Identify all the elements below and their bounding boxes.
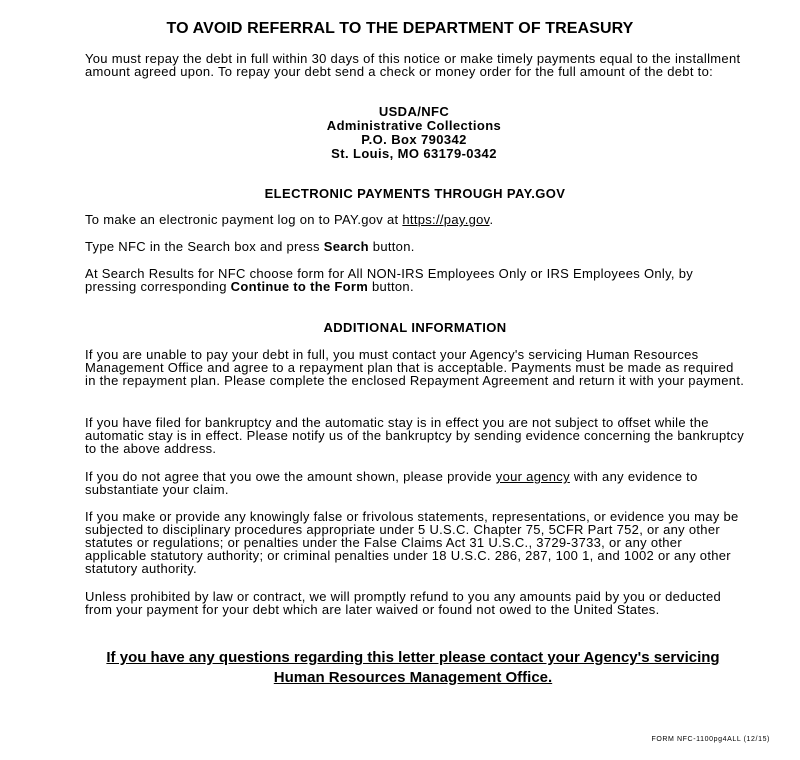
closing-line-1: If you have any questions regarding this letter please contact your Agency's servicing: [106, 649, 720, 666]
agency-link: your agency: [495, 469, 570, 484]
additional-info-heading: ADDITIONAL INFORMATION: [323, 320, 507, 335]
dispute-paragraph: [85, 470, 745, 496]
results-text-pre: At Search Results for NFC choose form for All NON-IRS Employees Only or IRS Employees Only, by pressing corresponding: [85, 266, 694, 294]
form-number-footer: FORM NFC-1100pg4ALL (12/15): [651, 736, 770, 743]
electronic-payments-heading: ELECTRONIC PAYMENTS THROUGH PAY.GOV: [264, 186, 566, 201]
bankruptcy-paragraph: If you have filed for bankruptcy and the automatic stay is in effect you are not subject to offset while the automatic stay is in effect. Please notify us of the bankruptcy by sending evidence concerning the bankruptcy to the above address.: [85, 415, 744, 456]
continue-button-ref: Continue to the Form: [230, 279, 369, 294]
closing-line-2: Human Resources Management Office.: [273, 669, 553, 686]
paygov-link[interactable]: https://pay.gov: [402, 212, 490, 227]
dispute-text-pre: If you do not agree that you owe the amount shown, please provide: [85, 469, 496, 484]
address-line-1: USDA/NFC: [378, 104, 450, 119]
address-line-2: Administrative Collections: [326, 118, 502, 133]
page-title: TO AVOID REFERRAL TO THE DEPARTMENT OF TREASURY: [166, 20, 634, 37]
penalties-paragraph: If you make or provide any knowingly false or frivolous statements, representations, or evidence you may be subjected to disciplinary procedures appropriate under 5 U.S.C. Chapter 75, 5CFR Part 752, or any other statutes or regulations; or penalties under the False Claims Act 31 U.S.C., 3729-3733, or any other applicable statutory authority; or criminal penalties under 18 U.S.C. 286, 287, 100 1, and 1002 or any other statutory authority.: [85, 509, 739, 576]
address-line-4: St. Louis, MO 63179-0342: [331, 146, 497, 161]
search-paragraph: [85, 240, 745, 253]
closing-statement: [0, 648, 800, 688]
paygov-paragraph: [85, 213, 745, 226]
results-text-post: button.: [368, 279, 414, 294]
dispute-text-post: with any evidence to substantiate your claim.: [85, 469, 698, 497]
search-text-post: button.: [368, 239, 415, 254]
paygov-end: .: [489, 212, 494, 227]
refund-paragraph: Unless prohibited by law or contract, we will promptly refund to you any amounts paid by you or deducted from your payment for your debt which are later waived or found not owed to the United States.: [85, 589, 722, 617]
search-text-pre: Type NFC in the Search box and press: [85, 239, 324, 254]
search-button-ref: Search: [323, 239, 369, 254]
intro-paragraph: You must repay the debt in full within 30 days of this notice or make timely payments equal to the installment amount agreed upon. To repay your debt send a check or money order for the full amount of the debt to:: [85, 51, 741, 79]
repayment-plan-paragraph: If you are unable to pay your debt in full, you must contact your Agency's servicing Human Resources Management Office and agree to a repayment plan that is acceptable. Payments must be made as required in the repayment plan. Please complete the enclosed Repayment Agreement and return it with your payment.: [85, 347, 745, 388]
mailing-address: [0, 105, 800, 161]
paygov-text: To make an electronic payment log on to PAY.gov at: [85, 212, 403, 227]
search-results-paragraph: [85, 267, 745, 293]
address-line-3: P.O. Box 790342: [361, 132, 467, 147]
